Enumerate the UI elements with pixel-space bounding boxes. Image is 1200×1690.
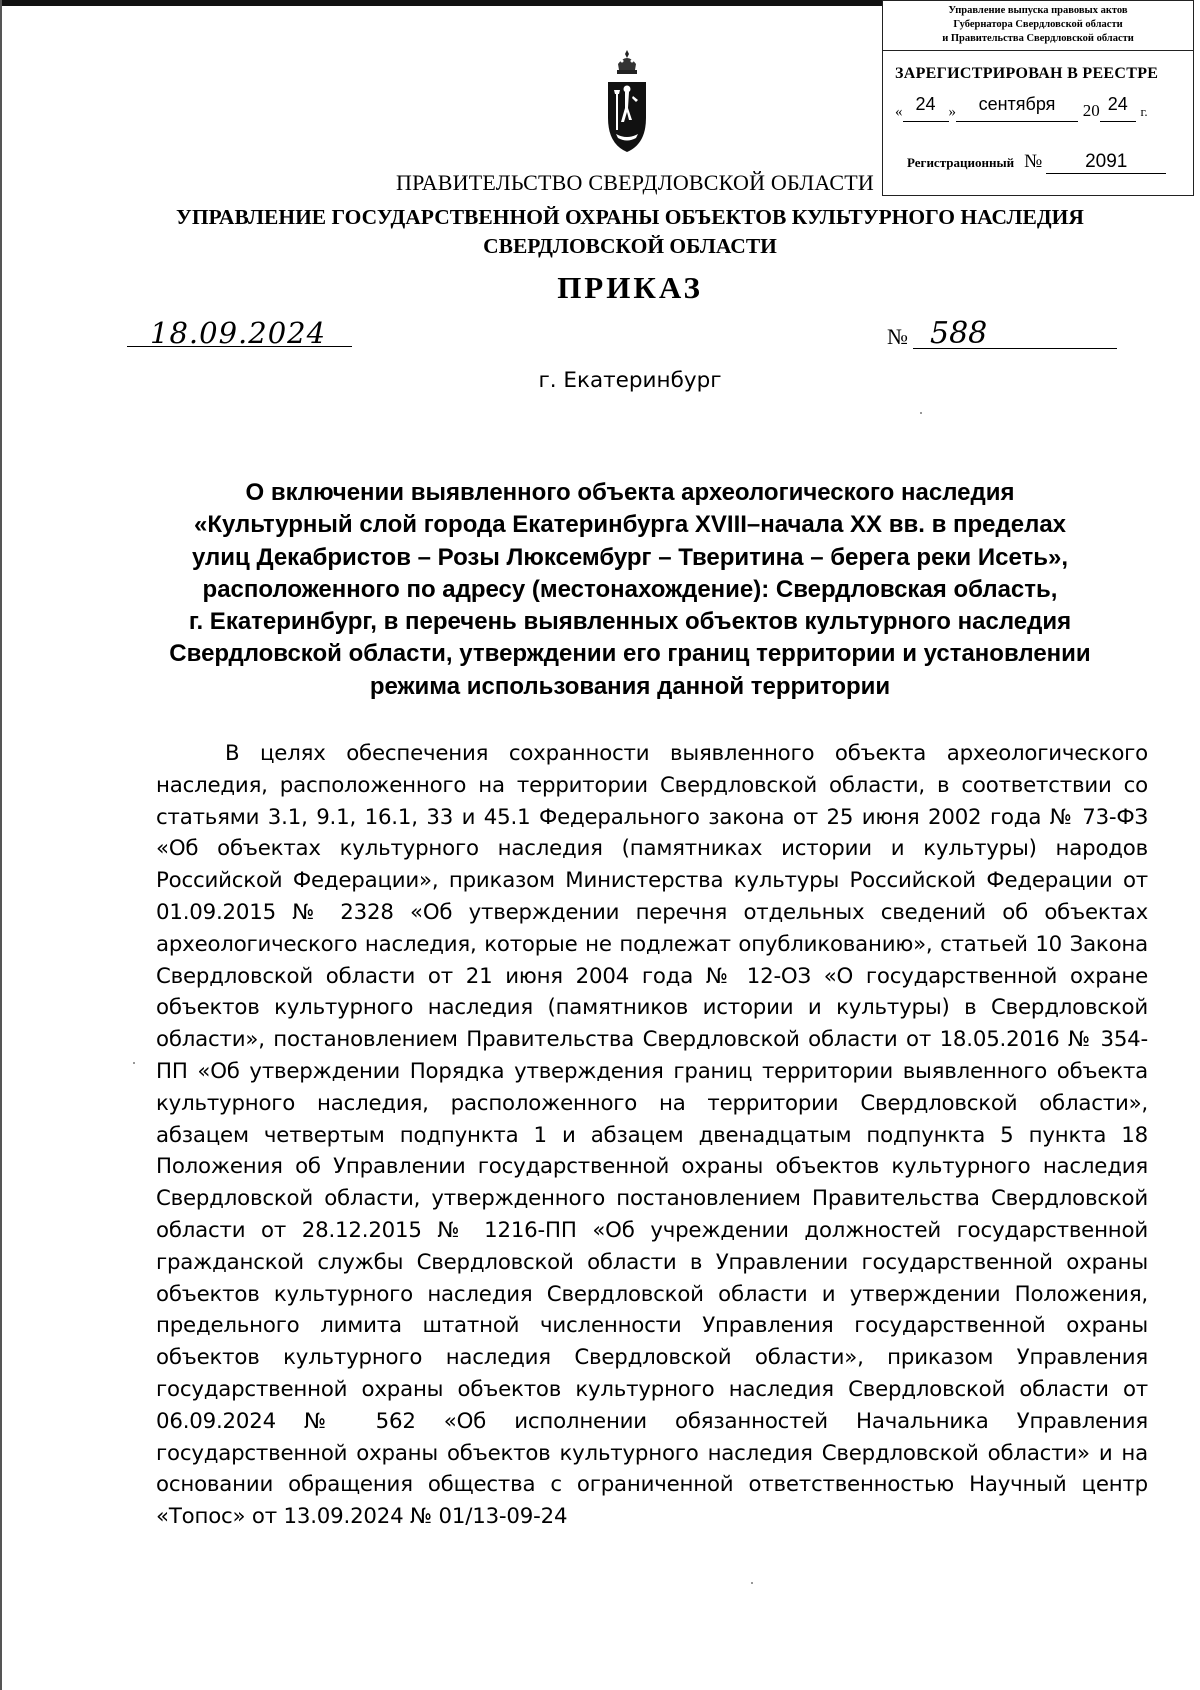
department-name bbox=[0, 203, 1200, 261]
body-paragraph: В целях обеспечения сохранности выявленного объекта археологического наследия, расположенного на территории Свердловской области, в соответствии со статьями 3.1, 9.1, 16.1, 33 и 45.1 Федерального закона от 25 июня 2002 года № 73-ФЗ «Об объектах культурного наследия (памятниках истории и культуры) народов Российской Федерации», приказом Министерства культуры Российской Федерации от 01.09.2015 № 2328 «Об утверждении перечня отдельных сведений об объектах археологического наследия, которые не подлежат опубликованию», статьей 10 Закона Свердловской области от 21 июня 2004 года № 12-ОЗ «О государственной охране объектов культурного наследия (памятников истории и культуры) в Свердловской области», постановлением Правительства Свердловской области от 18.05.2016 № 354-ПП «Об утверждении Порядка утверждения границ территории выявленного объекта культурного наследия, расположенного на территории Свердловской области», абзацем четвертым подпункта 1 и абзацем двенадцатым подпункта 5 пункта 18 Положения об Управлении государственной охраны объектов культурного наследия Свердловской области, утвержденного постановлением Правительства Свердловской области от 28.12.2015 № 1216-ПП «Об учреждении должностей государственной гражданской службы Свердловской области в Управлении государственной охраны объектов культурного наследия Свердловской области и утверждении Положения, предельного лимита штатной численности Управления государственной охраны объектов культурного наследия Свердловской области», приказом Управления государственной охраны объектов культурного наследия Свердловской области от 06.09.2024 № 562 «Об исполнении обязанностей Начальника Управления государственной охраны объектов культурного наследия Свердловской области» и на основании обращения общества с ограниченной ответственностью Научный центр «Топос» от 13.09.2024 № 01/13-09-24 bbox=[156, 741, 1148, 1530]
stamp-header bbox=[883, 1, 1193, 51]
stamp-header-line: и Правительства Свердловской области bbox=[942, 33, 1134, 44]
order-number: 588 bbox=[930, 316, 988, 351]
scan-edge-top bbox=[0, 0, 890, 6]
stamp-header-line: Губернатора Свердловской области bbox=[953, 19, 1123, 30]
stamp-open-quote: « bbox=[895, 104, 903, 120]
document-type: ПРИКАЗ bbox=[557, 270, 703, 305]
stamp-date bbox=[895, 94, 1148, 122]
stamp-month: сентября bbox=[978, 94, 1056, 114]
stamp-number-sign: № bbox=[1024, 151, 1043, 172]
order-date: 18.09.2024 bbox=[150, 316, 327, 350]
department-line: УПРАВЛЕНИЕ ГОСУДАРСТВЕННОЙ ОХРАНЫ ОБЪЕКТОВ КУЛЬТУРНОГО НАСЛЕДИЯ bbox=[176, 205, 1084, 229]
stamp-header-line: Управление выпуска правовых актов bbox=[948, 5, 1128, 16]
stamp-reg-number-label: Регистрационный bbox=[907, 155, 1015, 170]
subject-line: Свердловской области, утверждении его границ территории и установлении bbox=[169, 640, 1091, 668]
stamp-registered-label: ЗАРЕГИСТРИРОВАН В РЕЕСТРЕ bbox=[895, 65, 1159, 82]
stamp-reg-number: 2091 bbox=[1046, 151, 1166, 174]
scan-speck bbox=[133, 1062, 135, 1064]
scan-speck bbox=[751, 1582, 753, 1584]
coat-of-arms-icon bbox=[602, 48, 652, 156]
stamp-close-quote: » bbox=[948, 104, 956, 120]
stamp-year-suffix: 24 bbox=[1107, 94, 1128, 114]
order-number-label: № bbox=[887, 324, 908, 349]
scan-speck bbox=[920, 412, 922, 414]
government-name: ПРАВИТЕЛЬСТВО СВЕРДЛОВСКОЙ ОБЛАСТИ bbox=[396, 170, 874, 195]
city: г. Екатеринбург bbox=[538, 368, 722, 393]
stamp-year-abbr: г. bbox=[1140, 104, 1148, 119]
department-line: СВЕРДЛОВСКОЙ ОБЛАСТИ bbox=[483, 234, 777, 258]
subject-line: режима использования данной территории bbox=[369, 672, 891, 700]
stamp-day: 24 bbox=[915, 94, 936, 114]
subject-line: О включении выявленного объекта археологического наследия bbox=[245, 479, 1015, 506]
stamp-year-prefix: 20 bbox=[1082, 101, 1100, 120]
registration-stamp bbox=[882, 0, 1194, 196]
subject-line: «Культурный слой города Екатеринбурга XVIII–начала XX вв. в пределах bbox=[193, 511, 1067, 539]
subject-line: расположенного по адресу (местонахождение): Свердловская область, bbox=[202, 575, 1058, 603]
subject-line: г. Екатеринбург, в перечень выявленных объектов культурного наследия bbox=[188, 608, 1072, 636]
subject-line: улиц Декабристов – Розы Люксембург – Тверитина – берега реки Исеть», bbox=[191, 543, 1068, 571]
order-subject bbox=[0, 477, 1200, 703]
